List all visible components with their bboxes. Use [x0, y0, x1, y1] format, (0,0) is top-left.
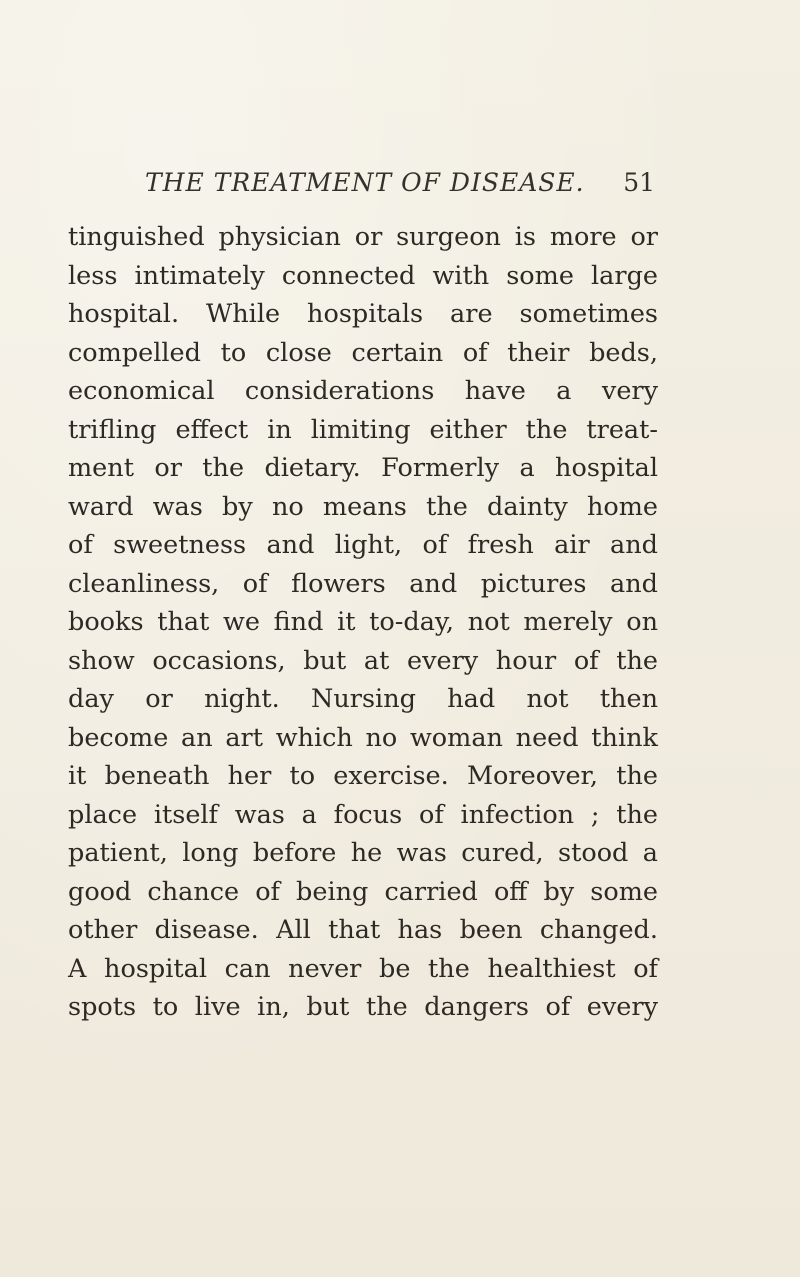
text-line: books that we find it to-day, not merely on	[68, 607, 658, 637]
running-title: THE TREATMENT OF DISEASE.	[145, 168, 585, 197]
text-line: it beneath her to exercise. Moreover, the	[68, 761, 658, 791]
text-line: good chance of being carried off by some	[68, 876, 658, 907]
text-line: economical considerations have a very	[68, 376, 658, 406]
text-line: tinguished physician or surgeon is more or	[68, 222, 658, 252]
text-line: become an art which no woman need think	[68, 722, 658, 753]
text-line: spots to live in, but the dangers of every	[68, 992, 658, 1022]
body-text	[68, 218, 658, 1027]
text-line: hospital. While hospitals are sometimes	[68, 299, 658, 329]
text-line: of sweetness and light, of fresh air and	[68, 530, 658, 560]
text-line: ment or the dietary. Formerly a hospital	[68, 453, 658, 483]
text-line: A hospital can never be the healthiest of	[68, 953, 658, 984]
text-line: compelled to close certain of their beds,	[68, 337, 658, 368]
running-head	[145, 168, 655, 204]
page-number: 51	[623, 168, 655, 197]
text-line: patient, long before he was cured, stood a	[68, 838, 658, 868]
text-line: trifling effect in limiting either the treat-	[68, 414, 658, 445]
text-line: place itself was a focus of infection ; the	[68, 799, 658, 830]
text-line: cleanliness, of flowers and pictures and	[68, 568, 658, 599]
text-line: day or night. Nursing had not then	[68, 684, 658, 714]
text-line: other disease. All that has been changed.	[68, 915, 658, 945]
text-line: ward was by no means the dainty home	[68, 491, 658, 522]
text-line: show occasions, but at every hour of the	[68, 645, 658, 676]
text-line: less intimately connected with some large	[68, 260, 658, 291]
